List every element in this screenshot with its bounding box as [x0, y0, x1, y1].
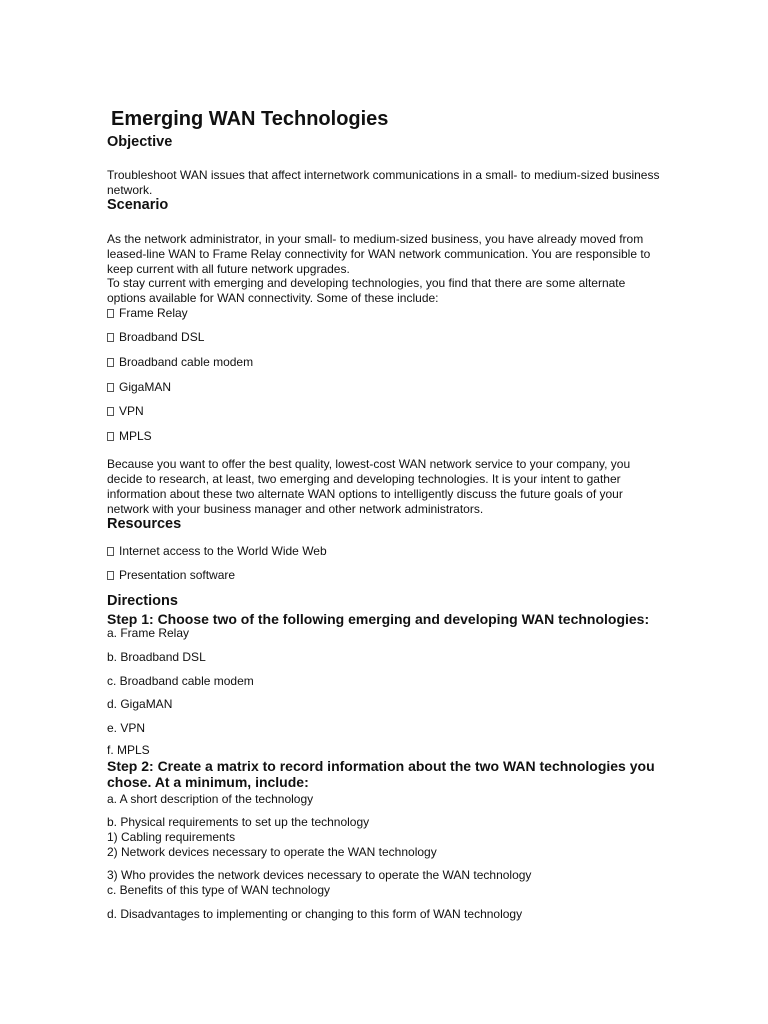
list-item: MPLS — [107, 429, 152, 444]
bullet-box-icon — [107, 407, 114, 416]
page-title: Emerging WAN Technologies — [111, 108, 389, 130]
list-item: f. MPLS — [107, 743, 150, 757]
bullet-box-icon — [107, 571, 114, 580]
list-item: d. GigaMAN — [107, 697, 173, 711]
bullet-box-icon — [107, 383, 114, 392]
scenario-paragraph-3: Because you want to offer the best quality, lowest-cost WAN network service to your company, you decide to research, at least, two emerging and developing technologies. It is your intent to gather information about these two alternate WAN options to intelligently discuss the future goals of your network with your business manager and other network administrators. — [107, 457, 631, 516]
list-item: GigaMAN — [107, 380, 171, 395]
scenario-paragraph-2: To stay current with emerging and developing technologies, you find that there are some alternate options available for WAN connectivity. Some of these include: — [107, 276, 626, 305]
scenario-paragraph-1: As the network administrator, in your small- to medium-sized business, you have already moved from leased-line WAN to Frame Relay connectivity for WAN network communication. You are responsible to keep current with all future network upgrades. — [107, 232, 651, 276]
list-item: a. Frame Relay — [107, 626, 190, 640]
list-item: 2) Network devices necessary to operate the WAN technology — [107, 845, 437, 859]
list-item: Broadband cable modem — [107, 355, 253, 370]
list-item: a. A short description of the technology — [107, 792, 314, 806]
list-item: Internet access to the World Wide Web — [107, 544, 327, 559]
step-2-heading: Step 2: Create a matrix to record information about the two WAN technologies you chose. At a minimum, include: — [107, 758, 655, 790]
objective-text: Troubleshoot WAN issues that affect internetwork communications in a small- to medium-sized business network. — [107, 168, 660, 197]
list-item: e. VPN — [107, 721, 146, 735]
bullet-box-icon — [107, 358, 114, 367]
bullet-box-icon — [107, 309, 114, 318]
scenario-heading: Scenario — [107, 197, 169, 213]
bullet-box-icon — [107, 547, 114, 556]
list-item: b. Broadband DSL — [107, 650, 206, 664]
bullet-box-icon — [107, 432, 114, 441]
list-item: c. Broadband cable modem — [107, 674, 254, 688]
bullet-box-icon — [107, 333, 114, 342]
list-item: b. Physical requirements to set up the technology — [107, 815, 370, 829]
list-item: Presentation software — [107, 568, 235, 583]
resources-heading: Resources — [107, 516, 182, 532]
list-item: Broadband DSL — [107, 330, 204, 345]
list-item: c. Benefits of this type of WAN technology — [107, 883, 330, 897]
step-1-heading: Step 1: Choose two of the following emerging and developing WAN technologies: — [107, 611, 650, 627]
directions-heading: Directions — [107, 593, 178, 609]
list-item: 3) Who provides the network devices necessary to operate the WAN technology — [107, 868, 532, 882]
list-item: Frame Relay — [107, 306, 188, 321]
objective-heading: Objective — [107, 134, 173, 150]
list-item: 1) Cabling requirements — [107, 830, 236, 844]
list-item: VPN — [107, 404, 144, 419]
list-item: d. Disadvantages to implementing or changing to this form of WAN technology — [107, 907, 523, 921]
